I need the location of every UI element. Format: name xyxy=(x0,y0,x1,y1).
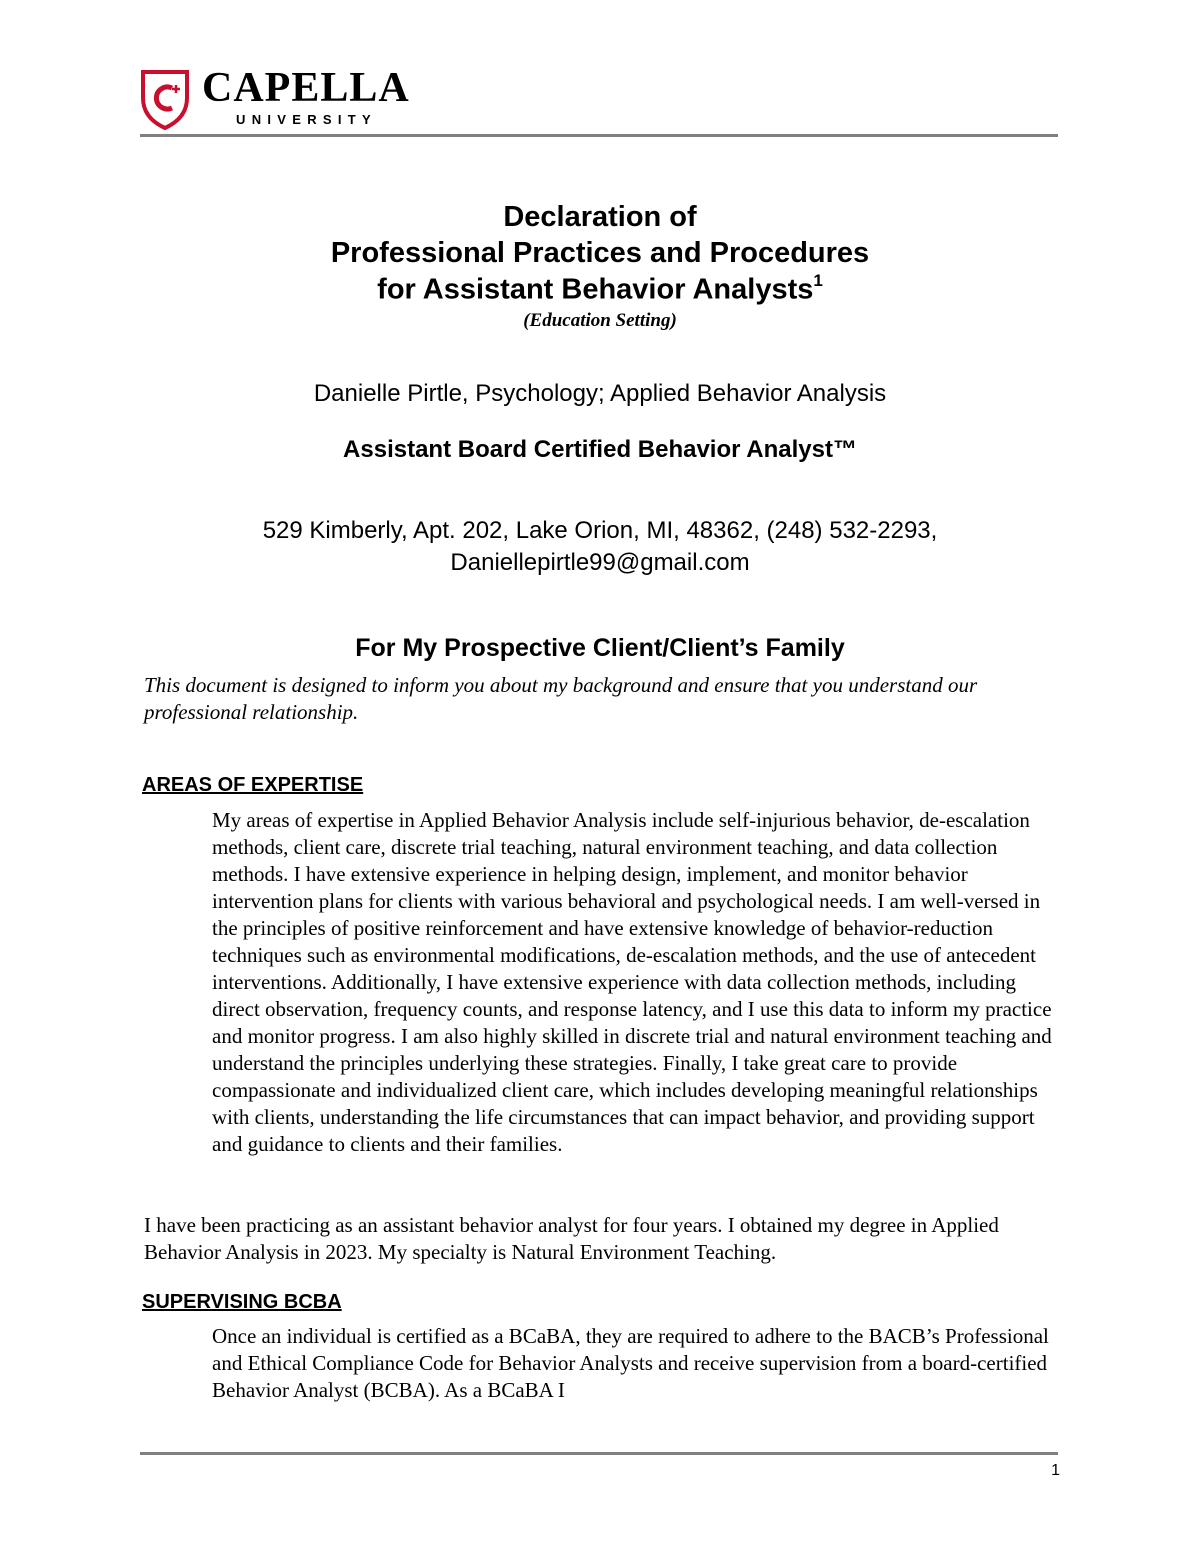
title-line-1: Declaration of xyxy=(503,201,697,233)
section-title-expertise: AREAS OF EXPERTISE xyxy=(142,774,364,796)
title-line-2: Professional Practices and Procedures xyxy=(330,237,870,269)
footer-divider xyxy=(140,1452,1058,1455)
title-line-3 xyxy=(0,273,1200,307)
section-title-supervising: SUPERVISING BCBA xyxy=(142,1291,342,1313)
author-address: 529 Kimberly, Apt. 202, Lake Orion, MI, 48362, (248) 532-2293, xyxy=(262,517,938,544)
title-line-3-text: for Assistant Behavior Analysts xyxy=(377,273,814,306)
author-email: Daniellepirtle99@gmail.com xyxy=(450,549,750,576)
client-section-intro: This document is designed to inform you about my background and ensure that you understand our professional relationship. xyxy=(144,673,978,724)
section-paragraph-supervising: Once an individual is certified as a BCaBA, they are required to adhere to the BACB’s Professional and Ethical Compliance Code for Behavior Analysts and receive supervision from a board-certified Behavior Analyst (BCBA). As a BCaBA I xyxy=(212,1324,1049,1402)
logo-subtitle: UNIVERSITY xyxy=(236,112,378,127)
client-section-heading: For My Prospective Client/Client’s Family xyxy=(355,634,845,662)
section-paragraph-experience: I have been practicing as an assistant behavior analyst for four years. I obtained my degree in Applied Behavior Analysis in 2023. My specialty is Natural Environment Teaching. xyxy=(144,1213,999,1264)
logo-wordmark: CAPELLA xyxy=(202,65,410,111)
capella-logo xyxy=(140,66,430,132)
shield-crest-icon xyxy=(140,68,190,130)
header-divider xyxy=(140,134,1058,137)
author-name: Danielle Pirtle, Psychology; Applied Behavior Analysis xyxy=(313,380,887,407)
footnote-marker: 1 xyxy=(813,271,823,290)
page-number: 1 xyxy=(1051,1462,1060,1479)
section-paragraph-expertise: My areas of expertise in Applied Behavior Analysis include self-injurious behavior, de-escalation methods, client care, discrete trial teaching, natural environment teaching, and data collection methods. I have extensive experience in helping design, implement, and monitor behavior intervention plans for clients with various behavioral and psychological needs. I am well-versed in the principles of positive reinforcement and have extensive knowledge of behavior-reduction techniques such as environmental modifications, de-escalation methods, and the use of antecedent interventions. Additionally, I have extensive experience with data collection methods, including direct observation, frequency counts, and response latency, and I use this data to inform my practice and monitor progress. I am also highly skilled in discrete trial and natural environment teaching and understand the principles underlying these strategies. Finally, I take great care to provide compassionate and individualized client care, which includes developing meaningful relationships with clients, understanding the life circumstances that can impact behavior, and providing support and guidance to clients and their families. xyxy=(212,808,1052,1156)
author-credential: Assistant Board Certified Behavior Analyst™ xyxy=(343,436,857,463)
document-subtitle: (Education Setting) xyxy=(523,310,677,331)
